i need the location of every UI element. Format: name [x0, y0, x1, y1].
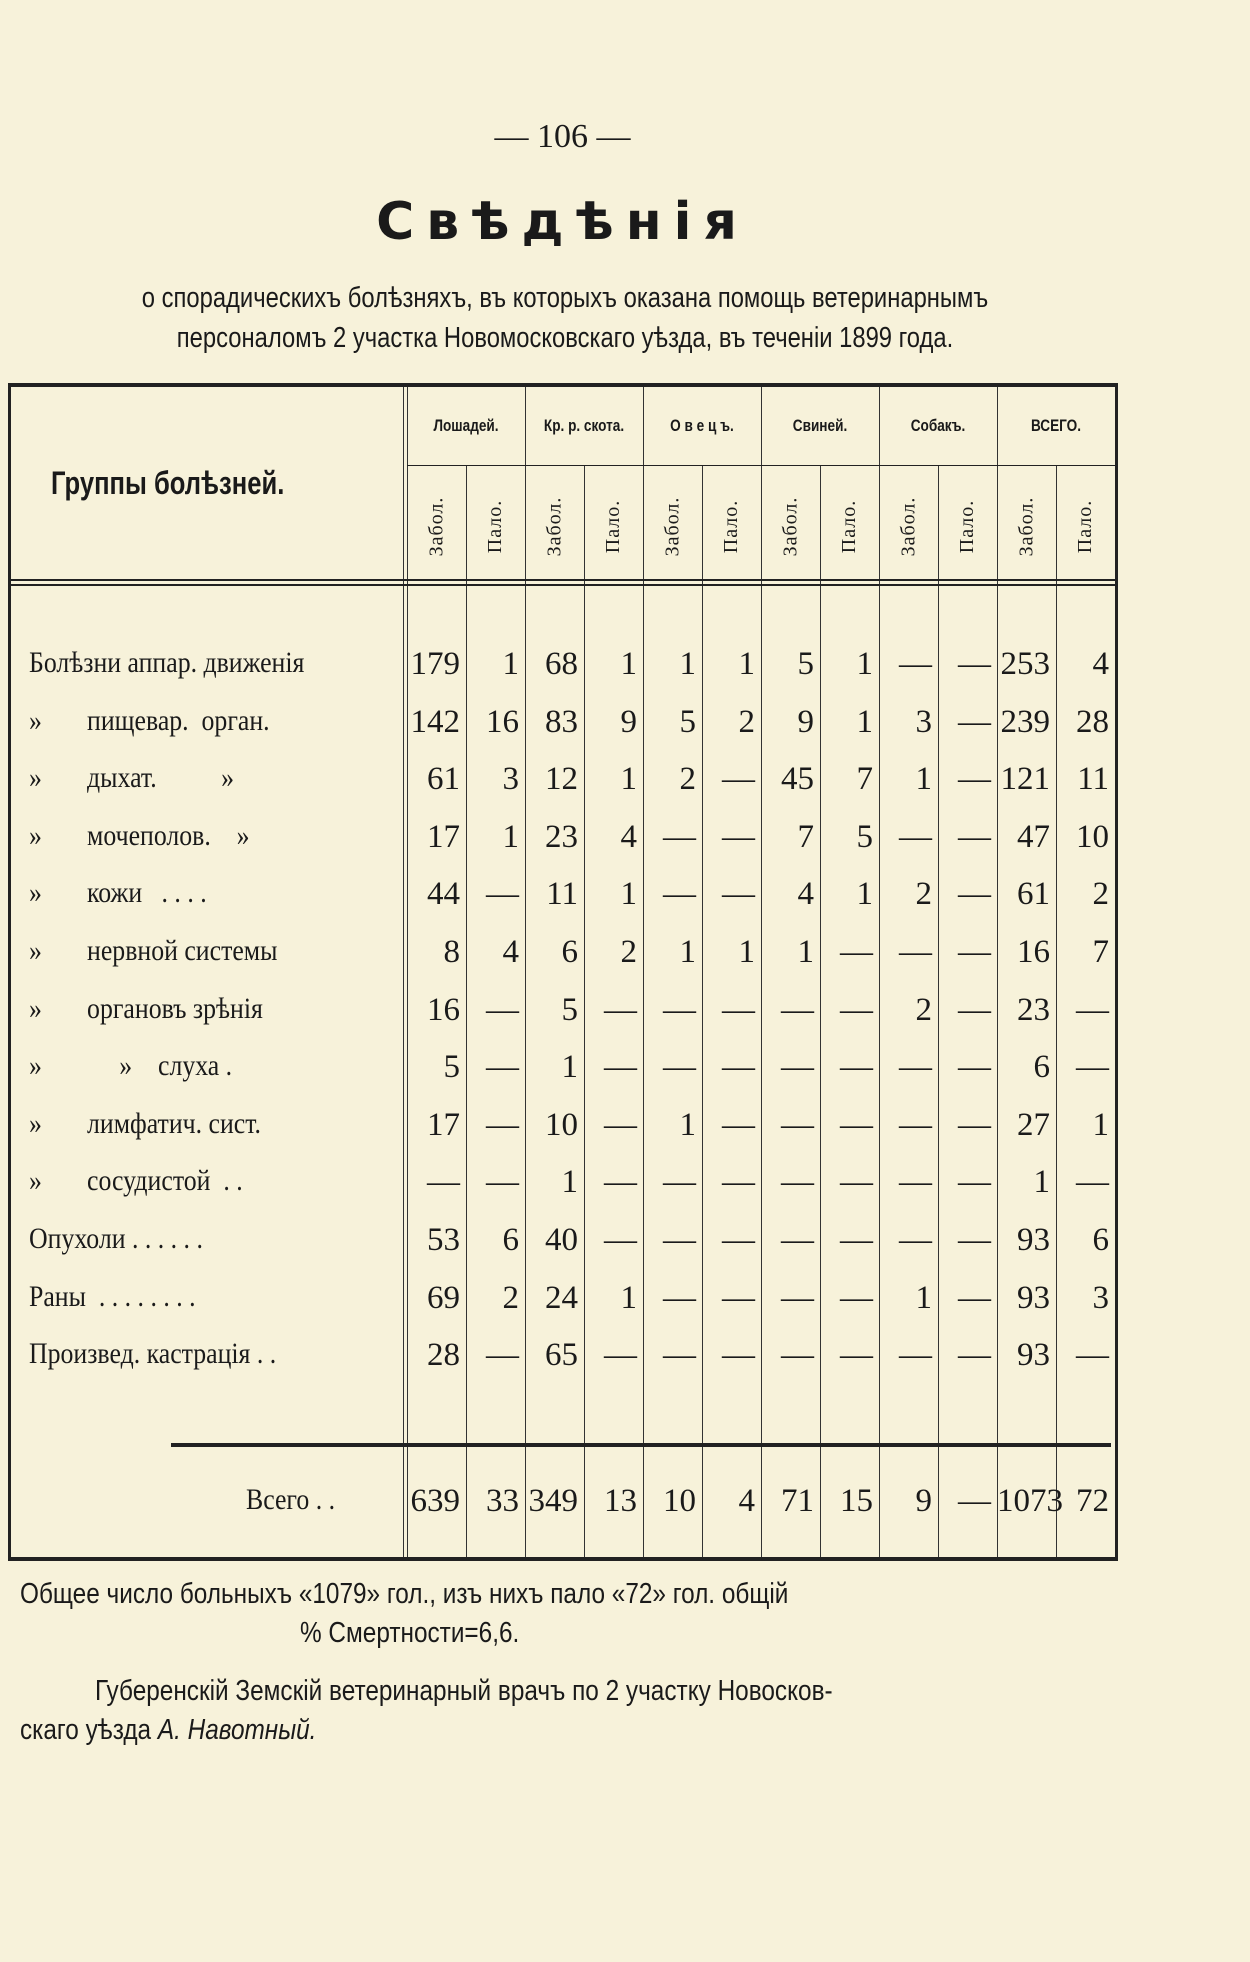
table-row: [11, 986, 1115, 1036]
table-cell: 2: [679, 761, 696, 798]
table-cell: —: [486, 1164, 519, 1201]
table-cell: 1: [738, 934, 755, 970]
group-header: Группы болѣзней.: [51, 465, 285, 501]
row-label: Всего . .: [246, 1483, 336, 1516]
table-cell: —: [722, 991, 755, 1028]
page-title: Свѣдѣнія: [376, 192, 749, 252]
table-cell: 142: [410, 703, 460, 740]
table-cell: —: [899, 646, 932, 682]
table-cell: 45: [781, 761, 814, 798]
table-cell: —: [604, 1337, 637, 1374]
table-cell: —: [899, 1337, 932, 1374]
table-cell: —: [486, 1337, 519, 1374]
row-label: Произвед. кастрація . .: [29, 1337, 277, 1371]
table-cell: —: [663, 1279, 696, 1316]
table-cell: —: [722, 1049, 755, 1086]
table-cell: 1: [502, 646, 519, 682]
column-group-header: Лошадей.: [433, 416, 499, 435]
footer-line-2: % Смертности=6,6.: [300, 1617, 520, 1649]
page-number: — 106 —: [494, 118, 631, 155]
table-row: [11, 928, 1115, 978]
table-cell: 93: [1017, 1279, 1050, 1316]
table-cell: 11: [546, 876, 578, 913]
table-cell: 61: [1017, 876, 1050, 913]
row-label: » мочеполов. »: [29, 818, 250, 852]
sub-column-label: Забол.: [897, 496, 920, 556]
table-cell: —: [663, 1049, 696, 1086]
table-cell: —: [663, 1337, 696, 1374]
table-cell: 10: [545, 1106, 578, 1143]
table-cell: 1: [797, 934, 814, 970]
table-cell: —: [486, 876, 519, 913]
sub-column-label: Забол.: [543, 496, 566, 556]
table-cell: 2: [915, 991, 932, 1028]
table-cell: —: [722, 1337, 755, 1374]
table-row: [11, 813, 1115, 863]
table-cell: —: [958, 1483, 991, 1519]
subheader-divider: [407, 465, 1115, 466]
table-cell: —: [958, 1337, 991, 1374]
table-cell: —: [1076, 1337, 1109, 1374]
table-row: [11, 1043, 1115, 1093]
table-cell: 1: [1092, 1106, 1109, 1143]
table-row: [11, 1101, 1115, 1151]
table-cell: 13: [604, 1483, 637, 1519]
table-cell: 1: [1033, 1164, 1050, 1201]
table-cell: —: [958, 876, 991, 913]
sub-column-label: Забол.: [779, 496, 802, 556]
table-cell: —: [781, 1106, 814, 1143]
table-cell: 4: [797, 876, 814, 913]
table-cell: —: [722, 1279, 755, 1316]
table-cell: 28: [427, 1337, 460, 1374]
row-label: Болѣзни аппар. движенія: [29, 646, 305, 679]
table-cell: 2: [915, 876, 932, 913]
table-cell: —: [1076, 991, 1109, 1028]
column-group-header: О в е ц ъ.: [670, 416, 734, 435]
table-cell: —: [781, 1222, 814, 1258]
row-label: » пищевар. орган.: [29, 703, 270, 737]
table-cell: 9: [915, 1483, 932, 1519]
table-cell: —: [663, 1222, 696, 1258]
table-cell: 5: [443, 1049, 460, 1086]
table-cell: —: [899, 1222, 932, 1258]
table-cell: —: [840, 1279, 873, 1316]
table-cell: 9: [797, 703, 814, 740]
table-cell: 40: [545, 1222, 578, 1258]
sub-column-label: Забол.: [1015, 496, 1038, 556]
column-group-header: Свиней.: [792, 416, 848, 435]
subtitle-line-2: персоналомъ 2 участка Новомосковскаго уѣзда, въ теченіи 1899 года.: [176, 322, 954, 354]
table-cell: 3: [502, 761, 519, 798]
table-cell: —: [958, 1049, 991, 1086]
table-cell: 1: [620, 761, 637, 798]
table-cell: 72: [1076, 1483, 1109, 1519]
table-cell: 27: [1017, 1106, 1050, 1143]
table-cell: 6: [1092, 1222, 1109, 1258]
table-row: [11, 698, 1115, 748]
table-cell: 65: [545, 1337, 578, 1374]
sub-column-header: [761, 471, 820, 581]
table-cell: 253: [1000, 646, 1050, 682]
table-cell: 121: [1000, 761, 1050, 798]
table-cell: —: [958, 991, 991, 1028]
table-cell: 47: [1017, 818, 1050, 855]
sub-column-header: [584, 471, 643, 581]
table-cell: 2: [1092, 876, 1109, 913]
table-cell: —: [722, 1106, 755, 1143]
table-cell: 3: [915, 703, 932, 740]
table-cell: —: [722, 1222, 755, 1258]
table-cell: 4: [1092, 646, 1109, 682]
table-cell: 10: [663, 1483, 696, 1519]
header-divider: [11, 584, 1115, 586]
table-cell: —: [958, 1106, 991, 1143]
table-cell: 5: [679, 703, 696, 740]
table-cell: 1: [679, 646, 696, 682]
footer-line-3: Губеренскій Земскій ветеринарный врачъ по 2 участку Новосков-: [95, 1675, 833, 1707]
table-cell: —: [899, 818, 932, 855]
table-cell: 1: [915, 761, 932, 798]
table-cell: —: [840, 991, 873, 1028]
table-cell: 69: [427, 1279, 460, 1316]
table-cell: —: [604, 1106, 637, 1143]
table-cell: 17: [427, 818, 460, 855]
sub-column-header: [820, 471, 879, 581]
table-cell: 28: [1076, 703, 1109, 740]
sub-column-header: [938, 471, 997, 581]
table-cell: —: [840, 1222, 873, 1258]
table-cell: —: [663, 991, 696, 1028]
table-cell: 15: [840, 1483, 873, 1519]
table-cell: —: [840, 1337, 873, 1374]
table-cell: —: [840, 1049, 873, 1086]
table-cell: 2: [620, 934, 637, 970]
table-cell: —: [663, 876, 696, 913]
table-cell: —: [958, 703, 991, 740]
table-cell: 179: [410, 646, 460, 682]
table-cell: —: [958, 934, 991, 970]
column-group-header: Собакъ.: [910, 416, 966, 435]
table-cell: 5: [797, 646, 814, 682]
table-cell: —: [722, 876, 755, 913]
table-cell: 1: [679, 1106, 696, 1143]
table-row: [11, 1216, 1115, 1266]
table-cell: —: [1076, 1164, 1109, 1201]
table-cell: 93: [1017, 1222, 1050, 1258]
table-cell: —: [840, 1106, 873, 1143]
table-cell: —: [486, 991, 519, 1028]
signature: А. Навотный.: [157, 1714, 317, 1746]
table-cell: 1: [856, 876, 873, 913]
table-cell: 349: [528, 1483, 578, 1519]
column-group-header: Кр. р. скота.: [543, 416, 625, 435]
table-cell: 11: [1077, 761, 1109, 798]
table-cell: 1073: [997, 1483, 1063, 1519]
table-cell: 4: [738, 1483, 755, 1519]
sub-column-header: [997, 471, 1056, 581]
table-cell: 1: [620, 1279, 637, 1316]
table-cell: 1: [561, 1049, 578, 1086]
table-cell: 61: [427, 761, 460, 798]
table-cell: —: [663, 818, 696, 855]
table-cell: —: [604, 1049, 637, 1086]
table-cell: 93: [1017, 1337, 1050, 1374]
table-cell: 6: [561, 934, 578, 970]
table-cell: 71: [781, 1483, 814, 1519]
footer-line-4-prefix: скаго уѣзда: [20, 1714, 152, 1746]
sub-column-label: Забол.: [661, 496, 684, 556]
table-cell: —: [604, 991, 637, 1028]
table-cell: —: [840, 934, 873, 970]
row-label: » » слуха .: [29, 1049, 233, 1083]
table-cell: 16: [486, 703, 519, 740]
table-cell: —: [899, 1049, 932, 1086]
row-label: » нервной системы: [29, 934, 278, 967]
table-cell: —: [722, 761, 755, 798]
table-cell: 23: [545, 818, 578, 855]
table-cell: 83: [545, 703, 578, 740]
table-cell: 17: [427, 1106, 460, 1143]
table-cell: —: [604, 1164, 637, 1201]
table-cell: —: [781, 1337, 814, 1374]
table-cell: 53: [427, 1222, 460, 1258]
footer-line-4: [20, 1714, 316, 1747]
table-cell: —: [958, 1164, 991, 1201]
table-cell: 239: [1000, 703, 1050, 740]
table-cell: 1: [915, 1279, 932, 1316]
sub-column-label: Пало.: [955, 499, 978, 553]
table-cell: 16: [427, 991, 460, 1028]
table-cell: —: [958, 1279, 991, 1316]
table-cell: 16: [1017, 934, 1050, 970]
table-cell: 23: [1017, 991, 1050, 1028]
sub-column-label: Пало.: [601, 499, 624, 553]
table-cell: 2: [502, 1279, 519, 1316]
sub-column-header: [407, 471, 466, 581]
table-cell: —: [781, 1164, 814, 1201]
table-cell: —: [1076, 1049, 1109, 1086]
table-cell: 10: [1076, 818, 1109, 855]
row-label: » дыхат. »: [29, 761, 235, 795]
table-cell: —: [604, 1222, 637, 1258]
table-cell: —: [899, 1106, 932, 1143]
sub-column-header: [525, 471, 584, 581]
table-cell: —: [958, 1222, 991, 1258]
table-cell: —: [486, 1049, 519, 1086]
sub-column-label: Пало.: [483, 499, 506, 553]
table-row: [11, 1331, 1115, 1381]
sub-column-label: Пало.: [719, 499, 742, 553]
table-cell: 4: [502, 934, 519, 970]
sub-column-label: Пало.: [837, 499, 860, 553]
table-row: [11, 1158, 1115, 1208]
sub-column-header: [643, 471, 702, 581]
table-cell: 5: [856, 818, 873, 855]
table-cell: 6: [1033, 1049, 1050, 1086]
total-divider: [171, 1443, 1111, 1447]
row-label: » органовъ зрѣнія: [29, 991, 263, 1025]
table-cell: —: [722, 818, 755, 855]
sub-column-header: [702, 471, 761, 581]
table-cell: —: [663, 1164, 696, 1201]
table-cell: 2: [738, 703, 755, 740]
row-label: » лимфатич. сист.: [29, 1106, 262, 1140]
table-cell: —: [427, 1164, 460, 1201]
table-row: [11, 640, 1115, 690]
table-cell: 1: [679, 934, 696, 970]
table-cell: 7: [1092, 934, 1109, 970]
table-cell: 68: [545, 646, 578, 682]
table-cell: 12: [545, 761, 578, 798]
table-cell: —: [781, 1279, 814, 1316]
sub-column-header: [879, 471, 938, 581]
table-cell: 1: [856, 646, 873, 682]
table-cell: —: [899, 934, 932, 970]
table-cell: —: [899, 1164, 932, 1201]
table-cell: 9: [620, 703, 637, 740]
sub-column-header: [1056, 471, 1115, 581]
row-label: Опухоли . . . . . .: [29, 1222, 203, 1255]
table-cell: 6: [502, 1222, 519, 1258]
table-cell: —: [958, 761, 991, 798]
table-cell: 1: [738, 646, 755, 682]
table-cell: 4: [620, 818, 637, 855]
table-cell: 7: [797, 818, 814, 855]
table-cell: 1: [620, 646, 637, 682]
table-row: [11, 1274, 1115, 1324]
row-label: Раны . . . . . . . .: [29, 1279, 196, 1313]
table-cell: 1: [561, 1164, 578, 1201]
table-row: [11, 870, 1115, 920]
table-cell: —: [722, 1164, 755, 1201]
table-cell: 1: [856, 703, 873, 740]
sub-column-label: Пало.: [1073, 499, 1096, 553]
table-cell: 1: [502, 818, 519, 855]
table-cell: —: [958, 818, 991, 855]
table-cell: 44: [427, 876, 460, 913]
table-cell: 1: [620, 876, 637, 913]
table-cell: 639: [410, 1483, 460, 1519]
table-cell: —: [486, 1106, 519, 1143]
table-cell: —: [781, 1049, 814, 1086]
table-cell: 5: [561, 991, 578, 1028]
row-label: » кожи . . . .: [29, 876, 207, 910]
table-cell: 7: [856, 761, 873, 798]
table-row: [11, 1477, 1115, 1527]
column-group-header: ВСЕГО.: [1030, 416, 1082, 435]
subtitle-line-1: о спорадическихъ болѣзняхъ, въ которыхъ оказана помощь ветеринарнымъ: [141, 282, 989, 314]
table-cell: —: [840, 1164, 873, 1201]
table-cell: —: [958, 646, 991, 682]
footer-line-1: Общее число больныхъ «1079» гол., изъ нихъ пало «72» гол. общій: [20, 1578, 789, 1610]
table-cell: 33: [486, 1483, 519, 1519]
table-cell: 8: [443, 934, 460, 970]
table-cell: 3: [1092, 1279, 1109, 1316]
sub-column-header: [466, 471, 525, 581]
table-cell: —: [781, 991, 814, 1028]
disease-table: [8, 383, 1118, 1561]
table-cell: 24: [545, 1279, 578, 1316]
table-row: [11, 755, 1115, 805]
row-label: » сосудистой . .: [29, 1164, 243, 1198]
sub-column-label: Забол.: [425, 496, 448, 556]
